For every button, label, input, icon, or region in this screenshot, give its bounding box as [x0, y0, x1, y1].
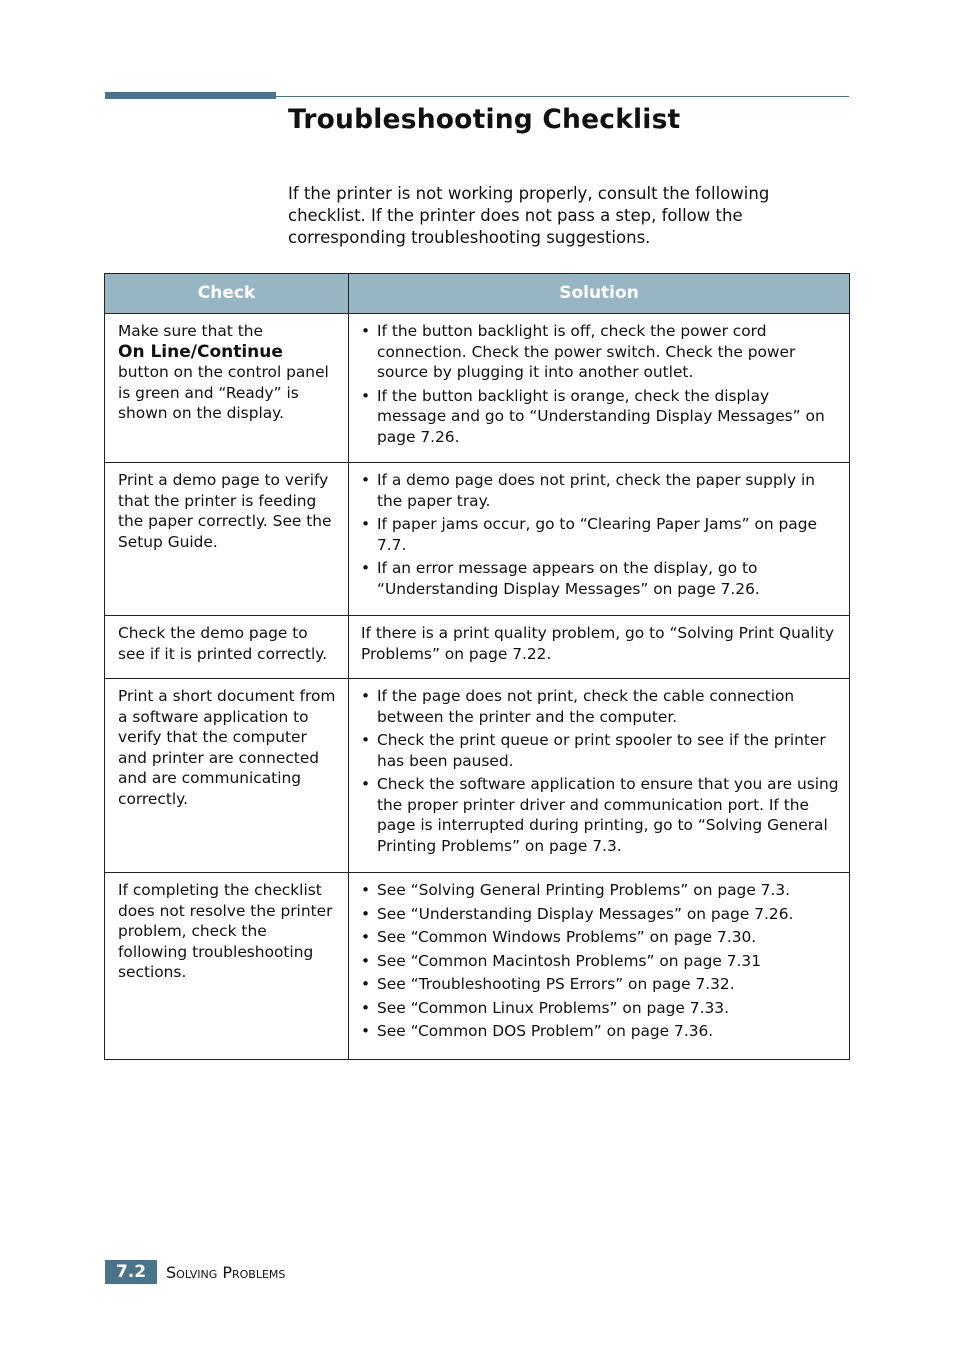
list-item: • If paper jams occur, go to “Clearing Paper Jams” on page 7.7. — [361, 514, 839, 555]
page-title: Troubleshooting Checklist — [288, 104, 681, 135]
column-header-check: Check — [105, 274, 349, 314]
table-row — [105, 873, 850, 1060]
check-cell: Print a short document from a software application to verify that the computer and printer are connected and are communicating correctly. — [105, 679, 349, 873]
check-cell: Print a demo page to verify that the printer is feeding the paper correctly. See the Setup Guide. — [105, 463, 349, 616]
page-number: 7.2 — [105, 1260, 157, 1284]
intro-text: If the printer is not working properly, consult the following checklist. If the printer does not pass a step, follow the corresponding troubleshooting suggestions. — [288, 184, 770, 247]
list-item: • If the page does not print, check the cable connection between the printer and the computer. — [361, 686, 839, 727]
list-item: • Check the software application to ensure that you are using the proper printer driver and communication port. If the page is interrupted during printing, go to “Solving General Printing Problems” on page 7.3. — [361, 774, 839, 856]
list-item: • See “Common Macintosh Problems” on page 7.31 — [361, 951, 839, 972]
solution-cell — [349, 679, 850, 873]
solution-cell: If there is a print quality problem, go to “Solving Print Quality Problems” on page 7.22. — [349, 616, 850, 679]
list-item: • See “Common DOS Problem” on page 7.36. — [361, 1021, 839, 1042]
list-item: • See “Understanding Display Messages” on page 7.26. — [361, 904, 839, 925]
list-item: • If the button backlight is off, check the power cord connection. Check the power switch. Check the power source by plugging it into another outlet. — [361, 321, 839, 383]
section-title: Solving Problems — [166, 1262, 286, 1282]
list-item: • See “Common Windows Problems” on page 7.30. — [361, 927, 839, 948]
solution-cell — [349, 314, 850, 463]
list-item: • If a demo page does not print, check the paper supply in the paper tray. — [361, 470, 839, 511]
page-footer — [105, 1260, 285, 1284]
checklist-table — [104, 273, 850, 1060]
list-item: • See “Common Linux Problems” on page 7.33. — [361, 998, 839, 1019]
solution-cell — [349, 873, 850, 1060]
list-item: • See “Solving General Printing Problems” on page 7.3. — [361, 880, 839, 901]
solution-cell — [349, 463, 850, 616]
list-item: • If the button backlight is orange, check the display message and go to “Understanding Display Messages” on page 7.26. — [361, 386, 839, 448]
check-cell: Make sure that the On Line/Continue button on the control panel is green and “Ready” is shown on the display. — [105, 314, 349, 463]
table-row — [105, 314, 850, 463]
list-item: • If an error message appears on the display, go to “Understanding Display Messages” on page 7.26. — [361, 558, 839, 599]
header-rule-accent — [105, 92, 276, 99]
list-item: • See “Troubleshooting PS Errors” on page 7.32. — [361, 974, 839, 995]
check-cell: Check the demo page to see if it is printed correctly. — [105, 616, 349, 679]
table-row — [105, 679, 850, 873]
list-item: • Check the print queue or print spooler to see if the printer has been paused. — [361, 730, 839, 771]
table-row — [105, 616, 850, 679]
column-header-solution: Solution — [349, 274, 850, 314]
check-cell: If completing the checklist does not resolve the printer problem, check the following troubleshooting sections. — [105, 873, 349, 1060]
header-rule — [276, 96, 849, 97]
table-row — [105, 463, 850, 616]
